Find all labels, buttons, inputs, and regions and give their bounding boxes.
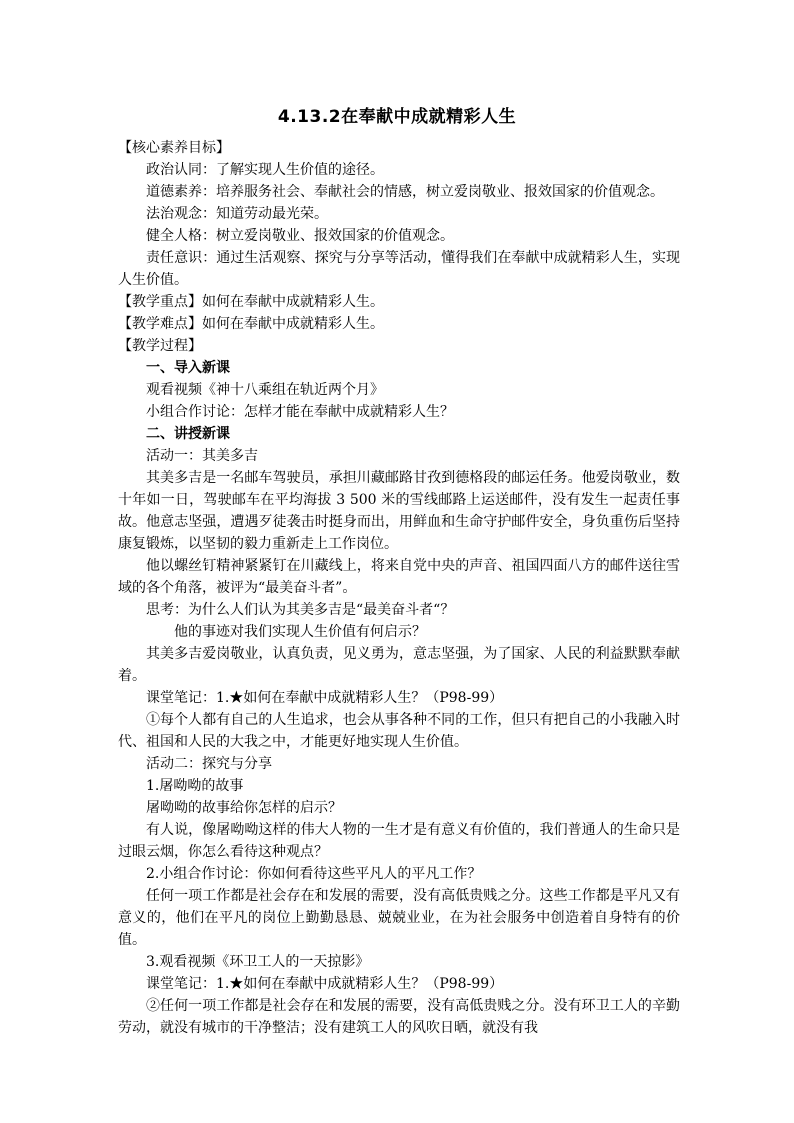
paragraph: 2.小组合作讨论：你如何看待这些平凡人的平凡工作？ <box>146 866 482 882</box>
paragraph: 一、导入新课 <box>146 360 230 376</box>
paragraph: 二、讲授新课 <box>146 426 230 442</box>
paragraph: 【核心素养目标】 <box>118 140 230 156</box>
paragraph: 法治观念：知道劳动最光荣。 <box>146 206 328 222</box>
paragraph: 思考：为什么人们认为其美多吉是“最美奋斗者“？ <box>146 602 455 618</box>
paragraph: 责任意识：通过生活观察、探究与分享等活动，懂得我们在奉献中成就精彩人生，实现人生价值。 <box>118 250 680 288</box>
paragraph: 其美多吉是一名邮车驾驶员，承担川藏邮路甘孜到德格段的邮运任务。他爱岗敬业，数十年如一日，驾驶邮车在平均海拔 3 500 米的雪线邮路上运送邮件，没有发生一起责任事故。他意志坚强，遭遇歹徒袭击时挺身而出，用鲜血和生命守护邮件安全，身负重伤后坚持康复锻炼，以坚韧的毅力重新走上工作岗位。 <box>118 470 680 552</box>
paragraph: 健全人格：树立爱岗敬业、报效国家的价值观念。 <box>146 228 454 244</box>
paragraph: ①每个人都有自己的人生追求，也会从事各种不同的工作，但只有把自己的小我融入时代、祖国和人民的大我之中，才能更好地实现人生价值。 <box>118 712 680 750</box>
paragraph: 课堂笔记：1.★如何在奉献中成就精彩人生？（P98-99） <box>146 976 504 992</box>
paragraph: 道德素养：培养服务社会、奉献社会的情感，树立爱岗敬业、报效国家的价值观念。 <box>146 184 664 200</box>
paragraph: 小组合作讨论：怎样才能在奉献中成就精彩人生？ <box>146 404 454 420</box>
paragraph: 1.屠呦呦的故事 <box>146 778 244 794</box>
paragraph: ②任何一项工作都是社会存在和发展的需要，没有高低贵贱之分。没有环卫工人的辛勤劳动，就没有城市的干净整洁；没有建筑工人的风吹日晒，就没有我 <box>118 998 680 1036</box>
paragraph: 他以螺丝钉精神紧紧钉在川藏线上，将来自党中央的声音、祖国四面八方的邮件送往雪域的各个角落，被评为“最美奋斗者”。 <box>118 558 680 596</box>
document-title: 4.13.2在奉献中成就精彩人生 <box>277 107 517 127</box>
paragraph: 他的事迹对我们实现人生价值有何启示？ <box>174 624 426 640</box>
paragraph: 政治认同：了解实现人生价值的途径。 <box>146 162 384 178</box>
paragraph: 屠呦呦的故事给你怎样的启示？ <box>146 800 342 816</box>
paragraph: 3.观看视频《环卫工人的一天掠影》 <box>146 954 370 970</box>
paragraph: 有人说，像屠呦呦这样的伟大人物的一生才是有意义有价值的，我们普通人的生命只是过眼云烟，你怎么看待这种观点？ <box>118 822 680 860</box>
paragraph: 【教学过程】 <box>118 338 202 354</box>
paragraph: 【教学难点】如何在奉献中成就精彩人生。 <box>118 316 384 332</box>
paragraph: 活动一：其美多吉 <box>146 448 258 464</box>
paragraph: 课堂笔记：1.★如何在奉献中成就精彩人生？（P98-99） <box>146 690 504 706</box>
paragraph: 【教学重点】如何在奉献中成就精彩人生。 <box>118 294 384 310</box>
paragraph: 其美多吉爱岗敬业，认真负责，见义勇为，意志坚强，为了国家、人民的利益默默奉献着。 <box>118 646 680 684</box>
paragraph: 任何一项工作都是社会存在和发展的需要，没有高低贵贱之分。这些工作都是平凡又有意义的，他们在平凡的岗位上勤勤恳恳、兢兢业业，在为社会服务中创造着自身特有的价值。 <box>118 888 680 948</box>
document-body <box>118 137 680 1039</box>
paragraph: 观看视频《神十八乘组在轨近两个月》 <box>146 382 384 398</box>
paragraph: 活动二：探究与分享 <box>146 756 272 772</box>
